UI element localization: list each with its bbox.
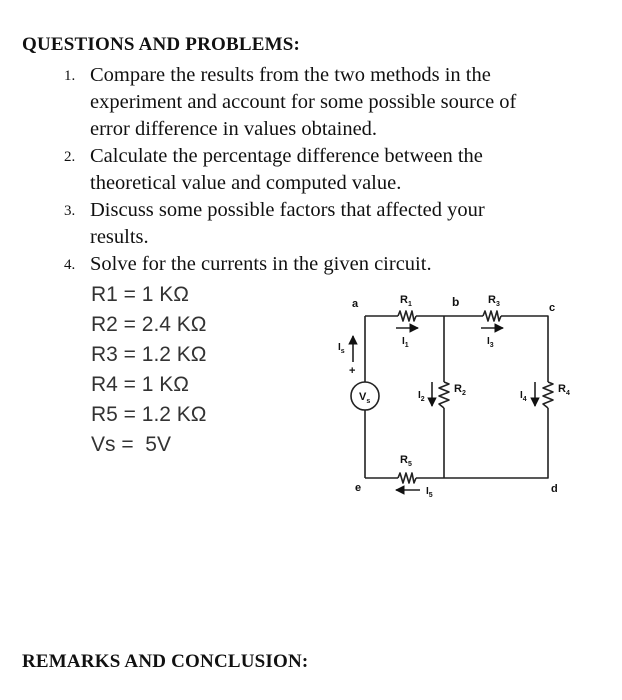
label-r5 (400, 454, 412, 468)
label-is-sub: s (340, 348, 345, 355)
label-r5-sub: 5 (407, 461, 412, 468)
node-a: a (352, 298, 359, 310)
question-line: Calculate the percentage difference between the (90, 145, 483, 167)
question-line: experiment and account for some possible source of (90, 91, 517, 113)
wire-r3-c (501, 316, 548, 382)
label-r1-main: R (400, 294, 408, 306)
label-i4-main: I (520, 390, 523, 401)
question-line: theoretical value and computed value. (90, 172, 402, 194)
source-plus: + (349, 365, 356, 377)
source-label-sub: s (366, 398, 371, 405)
node-c: c (549, 302, 556, 314)
label-r4-sub: 4 (565, 390, 570, 397)
label-r2-main: R (454, 383, 462, 395)
label-i4 (520, 390, 527, 403)
question-item (62, 62, 602, 143)
given-r5: R5 = 1.2 KΩ (91, 403, 207, 426)
source-label (359, 391, 370, 405)
label-i1-main: I (402, 336, 405, 347)
node-e: e (355, 482, 362, 494)
label-i3-sub: 3 (489, 342, 494, 349)
question-line: error difference in values obtained. (90, 118, 378, 140)
question-number: 3. (64, 203, 76, 219)
label-is (338, 342, 345, 355)
remarks-heading: REMARKS AND CONCLUSION: (22, 651, 309, 672)
label-r2-sub: 2 (461, 390, 466, 397)
resistor-r1 (398, 311, 416, 321)
given-vs: Vs = 5V (91, 433, 171, 456)
question-number: 4. (64, 257, 76, 273)
label-r5-main: R (400, 454, 408, 466)
label-i5 (426, 486, 433, 499)
question-item (62, 143, 602, 197)
given-values (91, 280, 207, 460)
label-r1-sub: 1 (407, 301, 412, 308)
label-i1-sub: 1 (404, 342, 409, 349)
label-r4-main: R (558, 383, 566, 395)
label-i5-sub: 5 (428, 492, 433, 499)
label-i1 (402, 336, 409, 349)
label-r2 (454, 383, 466, 397)
given-r4: R4 = 1 KΩ (91, 373, 189, 396)
question-number: 2. (64, 149, 76, 165)
question-line: Discuss some possible factors that affected your (90, 199, 485, 221)
node-b: b (452, 295, 460, 309)
question-line: Compare the results from the two methods in the (90, 64, 491, 86)
question-item (62, 197, 602, 251)
resistor-r5 (398, 473, 416, 483)
given-r1: R1 = 1 KΩ (91, 283, 189, 306)
label-r4 (558, 383, 570, 397)
label-i2 (418, 390, 425, 403)
question-number: 1. (64, 68, 76, 84)
label-is-main: I (338, 342, 341, 353)
node-d: d (551, 483, 558, 495)
label-r1 (400, 294, 412, 308)
resistor-r3 (483, 311, 501, 321)
label-r3-sub: 3 (495, 301, 500, 308)
label-i5-main: I (426, 486, 429, 497)
circuit-diagram (330, 280, 590, 510)
resistor-r2 (439, 382, 449, 408)
label-r3-main: R (488, 294, 496, 306)
resistor-r4 (543, 382, 553, 408)
source-label-main: V (359, 391, 367, 403)
given-r3: R3 = 1.2 KΩ (91, 343, 207, 366)
label-i3 (487, 336, 494, 349)
label-r3 (488, 294, 500, 308)
question-item (62, 251, 602, 278)
label-i3-main: I (487, 336, 490, 347)
label-i4-sub: 4 (522, 396, 527, 403)
question-list (62, 62, 602, 278)
question-line: Solve for the currents in the given circuit. (90, 253, 432, 275)
given-r2: R2 = 2.4 KΩ (91, 313, 207, 336)
label-i2-main: I (418, 390, 421, 401)
label-i2-sub: 2 (420, 396, 425, 403)
wire-r4-d (444, 408, 548, 478)
questions-heading: QUESTIONS AND PROBLEMS: (22, 34, 301, 55)
question-line: results. (90, 226, 149, 248)
